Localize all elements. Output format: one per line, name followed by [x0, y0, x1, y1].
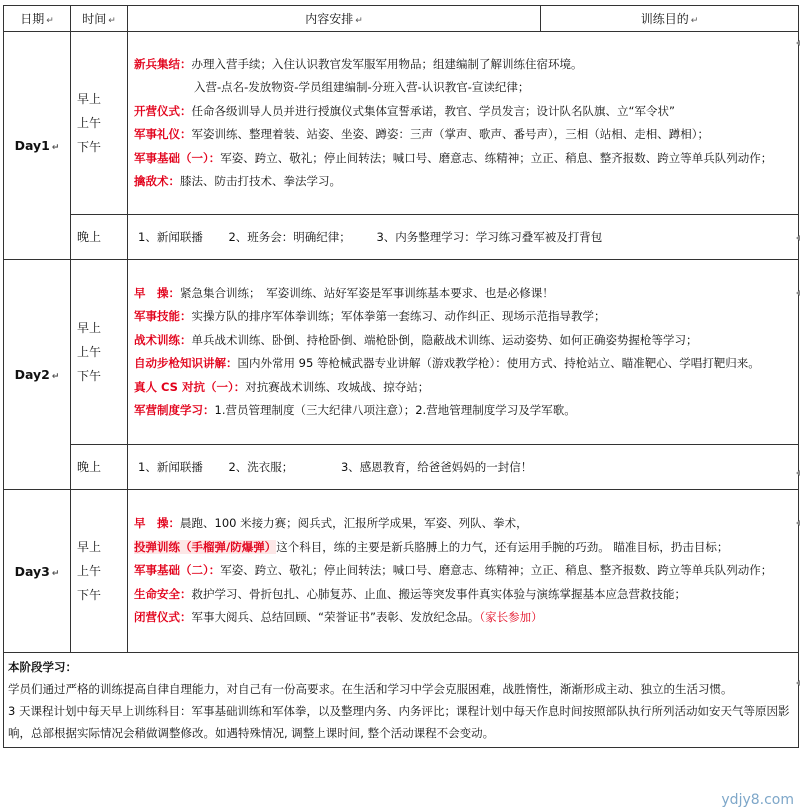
watermark: ydjy8.com	[721, 792, 794, 808]
day1-row	[4, 32, 799, 215]
time-slot: 下午	[77, 588, 102, 602]
schedule-table	[3, 5, 799, 748]
content-item: 擒敌术：膝法、防击打技术、拳法学习。	[134, 174, 341, 188]
margin-marker	[796, 235, 800, 241]
day-label: Day2 ↵	[4, 260, 71, 490]
time-slots	[71, 490, 128, 653]
time-slots	[71, 260, 128, 445]
evening-time: 晚上	[71, 215, 128, 260]
time-slot: 上午	[77, 116, 102, 130]
time-slots	[71, 32, 128, 215]
day2-row	[4, 260, 799, 445]
header-date: 日期 ↵	[4, 6, 71, 32]
content-item: 早 操：紧急集合训练； 军姿训练、站好军姿是军事训练基本要求、也是必修课！	[134, 285, 554, 300]
margin-marker	[796, 470, 800, 476]
margin-marker	[796, 40, 800, 46]
content-item: 军事礼仪：军姿训练、整理着装、站姿、坐姿、蹲姿：三声（掌声、歌声、番号声），三相（站相、走相、蹲相）；	[134, 127, 709, 141]
day1-evening-row	[4, 215, 799, 260]
day-content	[128, 260, 799, 445]
margin-marker	[796, 680, 800, 686]
content-item: 真人 CS 对抗（一）：对抗赛战术训练、攻城战、掠夺站；	[134, 379, 430, 394]
day3-row	[4, 490, 799, 653]
summary-cell	[4, 653, 799, 748]
evening-content: 1、新闻联播 2、班务会：明确纪律； 3、内务整理学习：学习练习叠军被及打背包	[128, 215, 799, 260]
content-item: 投弹训练（手榴弹/防爆弹）这个科目，练的主要是新兵胳膊上的力气，还有运用手腕的巧劲。 瞄准目标，扔击目标；	[134, 539, 729, 554]
time-slot: 上午	[77, 564, 102, 578]
header-goal: 训练目的 ↵	[541, 6, 799, 32]
header-time: 时间 ↵	[71, 6, 128, 32]
content-item: 开营仪式：任命各级训导人员并进行授旗仪式集体宣誓承诺，教官、学员发言；设计队名队旗、立“军令状”	[134, 103, 675, 118]
time-slot: 下午	[77, 369, 102, 383]
content-item: 自动步枪知识讲解：国内外常用 95 等枪械武器专业讲解（游戏教学枪）：使用方式、持枪站立、瞄准靶心、学唱打靶归来。	[134, 356, 760, 370]
content-item: 军事基础（一）：军姿、跨立、敬礼；停止间转法；喊口号、磨意志、练精神；立正、稍息、整齐报数、跨立等单兵队列动作；	[134, 150, 773, 165]
content-item: 军事技能：实操方队的排序军体拳训练；军体拳第一套练习、动作纠正、现场示范指导教学；	[134, 309, 606, 323]
summary-title: 本阶段学习：	[8, 660, 77, 674]
time-slot: 下午	[77, 140, 102, 154]
summary-paragraph: 3 天课程计划中每天早上训练科目：军事基础训练和军体拳，以及整理内务、内务评比；课程计划中每天作息时间按照部队执行所列活动如安天气等原因影响，总部根据实际情况会稍做调整修改。如遇特殊情况, 调整上课时间, 整个活动课程不会变动。	[8, 704, 790, 740]
content-item: 战术训练：单兵战术训练、卧倒、持枪卧倒、端枪卧倒，隐蔽战术训练、运动姿势、如何正确姿势握枪等学习；	[134, 332, 698, 347]
margin-marker	[796, 290, 800, 296]
content-item: 早 操：晨跑、100 米接力赛；阅兵式，汇报所学成果，军姿、列队、拳术，	[134, 516, 528, 531]
day-label: Day1 ↵	[4, 32, 71, 260]
content-item: 新兵集结：办理入营手续；入住认识教官发军服军用物品；组建编制了解训练住宿环境。	[134, 56, 583, 71]
evening-content: 1、新闻联播 2、洗衣服； 3、感恩教育，给爸爸妈妈的一封信！	[128, 445, 799, 490]
time-slot: 早上	[77, 540, 102, 554]
evening-time: 晚上	[71, 445, 128, 490]
summary-paragraph: 学员们通过严格的训练提高自律自理能力，对自己有一份高要求。在生活和学习中学会克服困难，战胜惰性，渐渐形成主动、独立的生活习惯。	[8, 682, 733, 696]
day-content	[128, 32, 799, 215]
day-content	[128, 490, 799, 653]
content-item: 闭营仪式：军事大阅兵、总结回顾、“荣誉证书”表彰、发放纪念品。（家长参加）	[134, 610, 543, 625]
time-slot: 早上	[77, 92, 102, 106]
summary-row	[4, 653, 799, 748]
content-item: 入营-点名-发放物资-学员组建编制-分班入营-认识教官-宣读纪律；	[194, 80, 530, 94]
content-item: 军事基础（二）：军姿、跨立、敬礼；停止间转法；喊口号、磨意志、练精神；立正、稍息、整齐报数、跨立等单兵队列动作；	[134, 563, 773, 578]
margin-marker	[796, 520, 800, 526]
header-content: 内容安排 ↵	[128, 6, 541, 32]
day-label: Day3 ↵	[4, 490, 71, 653]
content-item: 生命安全：救护学习、骨折包扎、心肺复苏、止血、搬运等突发事件真实体验与演练掌握基本应急营救技能；	[134, 586, 686, 601]
content-item: 军营制度学习：1.营员管理制度（三大纪律八项注意）；2.营地管理制度学习及学军歌。	[134, 403, 576, 417]
time-slot: 上午	[77, 345, 102, 359]
header-row	[4, 6, 799, 32]
day2-evening-row	[4, 445, 799, 490]
time-slot: 早上	[77, 321, 102, 335]
